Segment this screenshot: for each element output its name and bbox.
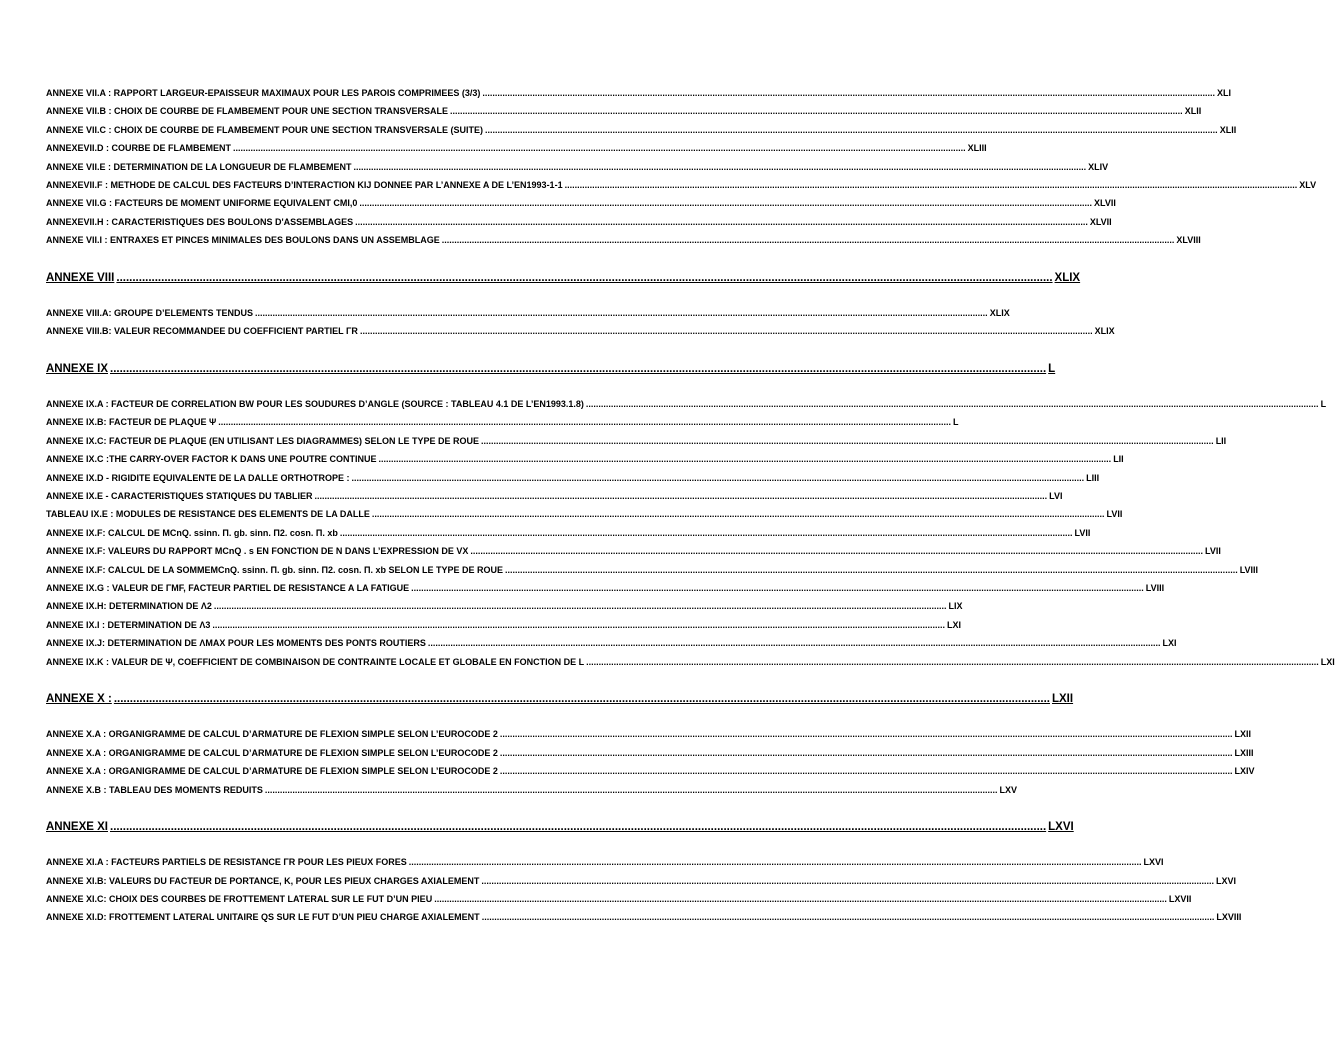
toc-heading-title: ANNEXE VIII — [46, 271, 115, 284]
toc-entry-title: ANNEXE VIII.B: VALEUR RECOMMANDEE DU COEFFICIENT PARTIEL ΓR — [46, 326, 358, 337]
dot-leader — [218, 417, 951, 427]
toc-entry-title: ANNEXE IX.I : DETERMINATION DE Λ3 — [46, 619, 211, 630]
section-spacer — [46, 711, 656, 729]
dot-leader — [233, 143, 966, 153]
toc-heading-page: LXII — [1051, 692, 1074, 705]
dot-leader — [500, 729, 1233, 739]
toc-entry-page: LXVI — [1216, 875, 1237, 886]
dot-leader — [411, 583, 1144, 593]
toc-entry-title: ANNEXE IX.B: FACTEUR DE PLAQUE Ψ — [46, 417, 217, 428]
toc-entry-page: LVII — [1074, 527, 1091, 538]
toc-entry-title: ANNEXE VII.E : DETERMINATION DE LA LONGUEUR DE FLAMBEMENT — [46, 161, 352, 172]
toc-entry[interactable] — [46, 912, 1242, 930]
toc-entry[interactable] — [46, 399, 1327, 417]
toc-entry-title: ANNEXEVII.H : CARACTERISTIQUES DES BOULONS D'ASSEMBLAGES — [46, 216, 354, 227]
toc-entry-page: XLIX — [1094, 326, 1115, 337]
toc-entry-title: ANNEXE XI.A : FACTEURS PARTIELS DE RESISTANCE ΓR POUR LES PIEUX FORES — [46, 857, 407, 868]
toc-entry-page: LXIII — [1234, 747, 1254, 758]
section-spacer — [46, 290, 656, 308]
toc-entry-title: ANNEXE X.A : ORGANIGRAMME DE CALCUL D’ARMATURE DE FLEXION SIMPLE SELON L’EUROCODE 2 — [46, 747, 498, 758]
toc-entry[interactable] — [46, 857, 1164, 875]
toc-entry-title: ANNEXE VIII.A: GROUPE D’ELEMENTS TENDUS — [46, 307, 254, 318]
toc-entry-page: LII — [1215, 435, 1227, 446]
toc-entry-title: ANNEXE X.B : TABLEAU DES MOMENTS REDUITS — [46, 784, 263, 795]
toc-heading-title: ANNEXE IX — [46, 362, 108, 375]
dot-leader — [212, 620, 945, 630]
dot-leader — [500, 748, 1233, 758]
toc-entry[interactable] — [46, 875, 1237, 894]
toc-entry[interactable] — [46, 235, 1201, 253]
toc-heading-title: ANNEXE XI — [46, 820, 108, 833]
toc-entry-page: LXVI — [1143, 857, 1164, 868]
toc-entry[interactable] — [46, 198, 1116, 216]
toc-entry-title: ANNEXE IX.A : FACTEUR DE CORRELATION BW POUR LES SOUDURES D’ANGLE (SOURCE : TABLEAU 4.1 DE L’EN1993.1.8) — [46, 399, 584, 410]
toc-entry[interactable] — [46, 161, 1109, 180]
dot-leader — [359, 198, 1092, 208]
toc-heading-page: L — [1048, 362, 1056, 375]
toc-entry[interactable] — [46, 582, 1165, 601]
toc-heading-title: ANNEXE X : — [46, 692, 112, 705]
toc-entry[interactable] — [46, 454, 1124, 472]
toc-entry[interactable] — [46, 729, 1252, 747]
dot-leader — [116, 272, 1052, 284]
toc-entry-title: ANNEXE XI.D: FROTTEMENT LATERAL UNITAIRE QS SUR LE FUT D’UN PIEU CHARGE AXIALEMENT — [46, 912, 480, 923]
dot-leader — [265, 785, 998, 795]
toc-entry-page: XLVII — [1094, 198, 1116, 209]
toc-entry-page: LXVIII — [1216, 912, 1242, 923]
toc-entry-page: LXI — [1320, 656, 1335, 667]
dot-leader — [315, 491, 1048, 501]
toc-heading-annexe-xi[interactable] — [46, 820, 1074, 839]
section-spacer — [46, 803, 656, 821]
toc-entry-page: XLII — [1184, 106, 1202, 117]
toc-entry-title: ANNEXE IX.H: DETERMINATION DE Λ2 — [46, 601, 212, 612]
toc-entry-page: LXI — [947, 619, 962, 630]
dot-leader — [481, 436, 1214, 446]
toc-entry[interactable] — [46, 143, 987, 161]
toc-entry[interactable] — [46, 88, 1232, 106]
toc-entry[interactable] — [46, 747, 1254, 766]
toc-entry-page: LXI — [1162, 638, 1177, 649]
section-spacer — [46, 839, 656, 857]
toc-entry-page: XLVII — [1089, 216, 1112, 227]
toc-entry[interactable] — [46, 307, 1010, 326]
toc-entry-page: LIII — [1086, 472, 1100, 483]
table-of-contents — [46, 88, 1335, 931]
toc-entry[interactable] — [46, 619, 962, 638]
toc-heading-annexe-ix[interactable] — [46, 362, 1056, 381]
toc-entry[interactable] — [46, 106, 1202, 124]
toc-entry-title: ANNEXE IX.F: CALCUL DE MCnQ. ssinn. Π. gb. sinn. Π2. cosn. Π. xb — [46, 527, 338, 538]
toc-entry-page: XLI — [1217, 88, 1232, 98]
toc-entry-title: ANNEXE IX.D - RIGIDITE EQUIVALENTE DE LA DALLE ORTHOTROPE : — [46, 472, 350, 483]
toc-entry-page: LVIII — [1145, 582, 1165, 593]
toc-entry-title: ANNEXE X.A : ORGANIGRAMME DE CALCUL D’ARMATURE DE FLEXION SIMPLE SELON L’EUROCODE 2 — [46, 729, 498, 740]
toc-entry-title: ANNEXE VII.C : CHOIX DE COURBE DE FLAMBEMENT POUR UNE SECTION TRANSVERSALE (SUITE) — [46, 124, 484, 135]
toc-entry[interactable] — [46, 509, 1123, 527]
toc-entry[interactable] — [46, 124, 1237, 143]
toc-entry-page: LVII — [1106, 509, 1123, 520]
toc-entry-title: ANNEXE IX.K : VALEUR DE Ψ, COEFFICIENT DE COMBINAISON DE CONTRAINTE LOCALE ET GLOBALE EN FONCTION DE L — [46, 656, 585, 667]
toc-entry-page: LXV — [999, 784, 1018, 795]
toc-entry[interactable] — [46, 179, 1317, 198]
toc-entry-title: ANNEXE X.A : ORGANIGRAMME DE CALCUL D’ARMATURE DE FLEXION SIMPLE SELON L’EUROCODE 2 — [46, 766, 498, 777]
toc-entry[interactable] — [46, 417, 959, 435]
toc-entry-title: ANNEXE IX.G : VALEUR DE ΓMF, FACTEUR PARTIEL DE RESISTANCE A LA FATIGUE — [46, 582, 410, 593]
toc-entry-title: TABLEAU IX.E : MODULES DE RESISTANCE DES ELEMENTS DE LA DALLE — [46, 509, 370, 520]
toc-entry-page: XLIV — [1088, 161, 1109, 172]
toc-entry-title: ANNEXE XI.C: CHOIX DES COURBES DE FROTTEMENT LATERAL SUR LE FUT D’UN PIEU — [46, 894, 433, 905]
toc-entry-title: ANNEXE IX.E - CARACTERISTIQUES STATIQUES DU TABLIER — [46, 491, 313, 502]
dot-leader — [354, 162, 1087, 172]
toc-entry-page: LVIII — [1239, 564, 1259, 575]
toc-entry[interactable] — [46, 491, 1063, 509]
toc-entry-page: LVI — [1049, 491, 1063, 502]
toc-entry[interactable] — [46, 601, 963, 619]
toc-entry-page: LIX — [948, 601, 963, 612]
dot-leader — [434, 894, 1167, 904]
section-spacer — [46, 381, 656, 399]
toc-entry[interactable] — [46, 472, 1100, 491]
toc-entry-page: XLIX — [989, 307, 1010, 318]
toc-entry[interactable] — [46, 766, 1255, 784]
toc-entry-title: ANNEXE IX.C :THE CARRY-OVER FACTOR K DANS UNE POUTRE CONTINUE — [46, 454, 377, 465]
toc-entry-title: ANNEXE VII.B : CHOIX DE COURBE DE FLAMBEMENT POUR UNE SECTION TRANSVERSALE — [46, 106, 449, 117]
dot-leader — [586, 657, 1319, 667]
toc-entry-title: ANNEXE IX.J: DETERMINATION DE ΛMAX POUR LES MOMENTS DES PONTS ROUTIERS — [46, 638, 426, 649]
toc-entry[interactable] — [46, 326, 1115, 344]
dot-leader — [442, 235, 1175, 245]
toc-entry-page: LXVII — [1168, 894, 1192, 905]
toc-entry-title: ANNEXE IX.F: VALEURS DU RAPPORT MCnQ . s EN FONCTION DE N DANS L’EXPRESSION DE VX — [46, 546, 469, 557]
toc-entry-title: ANNEXE IX.F: CALCUL DE LA SOMMEMCnQ. ssinn. Π. gb. sinn. Π2. cosn. Π. xb SELON LE TYPE DE ROUE — [46, 564, 504, 575]
toc-entry[interactable] — [46, 894, 1192, 912]
toc-entry-page: LII — [1113, 454, 1124, 465]
toc-entry-page: L — [1320, 399, 1327, 410]
dot-leader — [482, 912, 1215, 922]
dot-leader — [500, 766, 1233, 776]
section-spacer — [46, 675, 656, 693]
dot-leader — [114, 693, 1050, 705]
dot-leader — [481, 876, 1214, 886]
dot-leader — [409, 857, 1142, 867]
toc-entry[interactable] — [46, 435, 1227, 454]
dot-leader — [379, 454, 1112, 464]
toc-entry-page: XLII — [1219, 124, 1237, 135]
dot-leader — [255, 308, 988, 318]
toc-entry[interactable] — [46, 564, 1259, 583]
toc-heading-annexe-x[interactable] — [46, 692, 1074, 711]
toc-entry[interactable] — [46, 546, 1221, 564]
dot-leader — [340, 528, 1073, 538]
toc-entry-title: ANNEXEVII.D : COURBE DE FLAMBEMENT — [46, 143, 232, 154]
dot-leader — [110, 821, 1046, 833]
toc-entry-page: LXII — [1234, 729, 1252, 740]
toc-heading-page: XLIX — [1054, 271, 1081, 284]
toc-entry-title: ANNEXE IX.C: FACTEUR DE PLAQUE (EN UTILISANT LES DIAGRAMMES) SELON LE TYPE DE ROUE — [46, 435, 480, 446]
toc-entry-page: XLV — [1299, 179, 1317, 190]
dot-leader — [355, 217, 1088, 227]
toc-heading-annexe-viii[interactable] — [46, 271, 1081, 290]
toc-entry-title: ANNEXE VII.G : FACTEURS DE MOMENT UNIFORME EQUIVALENT CMI,0 — [46, 198, 358, 209]
toc-entry-page: XLIII — [967, 143, 987, 154]
dot-leader — [505, 565, 1238, 575]
dot-leader — [565, 180, 1298, 190]
dot-leader — [372, 509, 1105, 519]
toc-entry-title: ANNEXE VII.I : ENTRAXES ET PINCES MINIMALES DES BOULONS DANS UN ASSEMBLAGE — [46, 235, 440, 246]
toc-entry-title: ANNEXEVII.F : METHODE DE CALCUL DES FACTEURS D’INTERACTION KIJ DONNEE PAR L’ANNEXE A DE L’EN1993-1-1 — [46, 179, 563, 190]
toc-entry-page: LVII — [1205, 546, 1221, 557]
dot-leader — [352, 473, 1085, 483]
toc-entry-title: ANNEXE XI.B: VALEURS DU FACTEUR DE PORTANCE, K, POUR LES PIEUX CHARGES AXIALEMENT — [46, 875, 480, 886]
dot-leader — [586, 399, 1319, 409]
toc-entry-title: ANNEXE VII.A : RAPPORT LARGEUR-EPAISSEUR MAXIMAUX POUR LES PAROIS COMPRIMEES (3/3) — [46, 88, 481, 98]
section-spacer — [46, 254, 656, 272]
dot-leader — [214, 601, 947, 611]
dot-leader — [450, 106, 1183, 116]
dot-leader — [428, 638, 1161, 648]
toc-entry-page: LXIV — [1234, 766, 1255, 777]
dot-leader — [485, 125, 1218, 135]
dot-leader — [482, 88, 1215, 98]
toc-entry[interactable] — [46, 216, 1112, 235]
toc-entry-page: XLVIII — [1176, 235, 1201, 246]
toc-entry[interactable] — [46, 784, 1018, 803]
toc-entry[interactable] — [46, 656, 1335, 675]
toc-entry-page: L — [952, 417, 959, 428]
dot-leader — [110, 363, 1046, 375]
section-spacer — [46, 345, 656, 363]
toc-heading-page: LXVI — [1048, 820, 1074, 833]
toc-entry[interactable] — [46, 638, 1177, 656]
dot-leader — [360, 326, 1093, 336]
toc-entry[interactable] — [46, 527, 1091, 546]
dot-leader — [470, 546, 1203, 556]
